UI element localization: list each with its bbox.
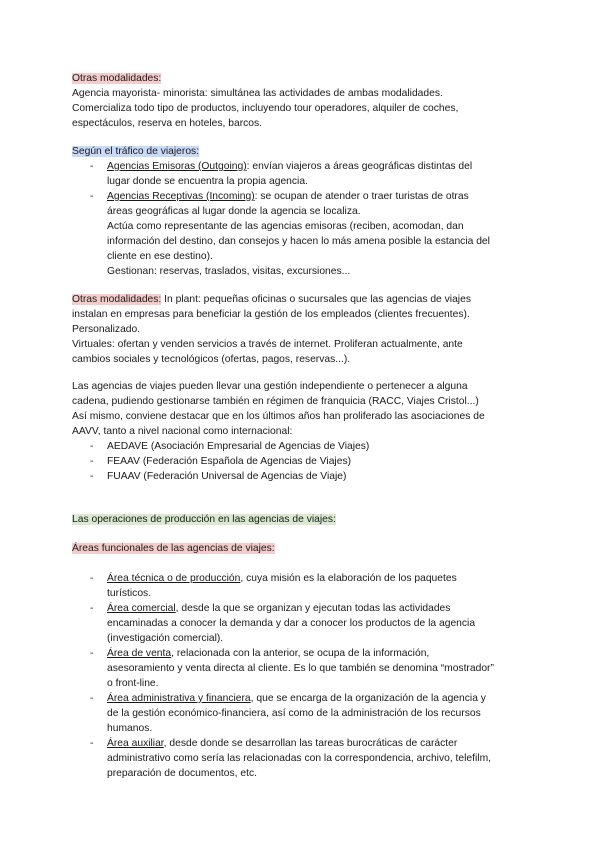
- heading-otras-modalidades: Otras modalidades:: [72, 294, 162, 305]
- bullet-dash: -: [90, 693, 94, 704]
- item-text: , desde la que se organizan y ejecutan todas las actividades: [175, 603, 451, 614]
- bullet-dash: -: [90, 603, 94, 614]
- item-text: FUAAV (Federación Universal de Agencias de Viaje): [107, 471, 347, 482]
- text-line: Personalizado.: [72, 324, 141, 335]
- text-line: Agencia mayorista- minorista: simultánea las actividades de ambas modalidades.: [72, 88, 443, 99]
- item-text: FEAAV (Federación Española de Agencias de Viajes): [107, 456, 352, 467]
- text-line: Gestionan: reservas, traslados, visitas, excursiones...: [107, 266, 351, 277]
- text-line: Las agencias de viajes pueden llevar una gestión independiente o pertenecer a alguna: [72, 381, 468, 392]
- bullet-dash: -: [90, 191, 94, 202]
- bullet-dash: -: [90, 456, 94, 467]
- text-line: AAVV, tanto a nivel nacional como internacional:: [72, 426, 293, 437]
- text-line: humanos.: [107, 723, 153, 734]
- list-areas-funcionales: [72, 571, 532, 781]
- list-item-emisoras: [72, 159, 532, 174]
- text-line: cadena, pudiendo gestionarse también en régimen de franquicia (RACC, Viajes Cristol...): [72, 396, 479, 407]
- item-text: AEDAVE (Asociación Empresarial de Agencias de Viajes): [107, 441, 370, 452]
- term-area-administrativa: Área administrativa y financiera: [107, 693, 251, 704]
- list-item-receptivas: [72, 189, 532, 204]
- text-line: encaminadas a conocer la demanda y dar a conocer los productos de la agencia: [107, 618, 476, 629]
- list-item-area-comercial: [72, 601, 532, 616]
- item-text: , relacionada con la anterior, se ocupa de la información,: [171, 648, 430, 659]
- item-text: , que se encarga de la organización de la agencia y: [250, 693, 486, 704]
- bullet-dash: -: [90, 648, 94, 659]
- heading-areas-funcionales: Áreas funcionales de las agencias de viajes:: [72, 543, 275, 554]
- item-text: , cuya misión es la elaboración de los paquetes: [240, 573, 457, 584]
- list-item-fuaav: [72, 469, 532, 484]
- text-line: Actúa como representante de las agencias emisoras (reciben, acomodan, dan: [107, 221, 464, 232]
- text-line: áreas geográficas al lugar donde la agencia se localiza.: [107, 206, 361, 217]
- item-text: : se ocupan de atender o traer turistas de otras: [254, 191, 469, 202]
- text-line: de la gestión económico-financiera, así como de la administración de los recursos: [107, 708, 481, 719]
- term-emisoras: Agencias Emisoras (Outgoing): [107, 161, 247, 172]
- text-line: (investigación comercial).: [107, 633, 224, 644]
- bullet-dash: -: [90, 573, 94, 584]
- list-item-area-administrativa: [72, 691, 532, 706]
- section-otras-modalidades-2: [72, 292, 532, 367]
- text-line: preparación de documentos, etc.: [107, 768, 257, 779]
- term-area-tecnica: Área técnica o de producción: [107, 573, 241, 584]
- text-line: cambios sociales y tecnológicos (ofertas, pagos, reservas...).: [72, 354, 351, 365]
- text-line: información del destino, dan consejos y hacen lo más amena posible la estancia del: [107, 236, 490, 247]
- section-gestion-asociaciones: [72, 379, 532, 484]
- bullet-dash: -: [90, 738, 94, 749]
- text-line: espectáculos, reserva en hoteles, barcos.: [72, 118, 263, 129]
- text-line: o front-line.: [107, 678, 159, 689]
- text-line: cliente en ese destino).: [107, 251, 213, 262]
- text-line: lugar donde se encuentra la propia agencia.: [107, 176, 308, 187]
- list-item-area-auxiliar: [72, 736, 532, 751]
- text-in-plant: In plant: pequeñas oficinas o sucursales que las agencias de viajes: [161, 294, 471, 305]
- item-text: : envían viajeros a áreas geográficas distintas del: [246, 161, 473, 172]
- heading-operaciones-produccion: Las operaciones de producción en las agencias de viajes:: [72, 514, 336, 525]
- section-operaciones-produccion: [72, 512, 532, 527]
- text-line: instalan en empresas para beneficiar la gestión de los empleados (clientes frecuentes).: [72, 309, 470, 320]
- text-line: asesoramiento y venta directa al cliente. Es lo que también se denomina “mostrador”: [107, 663, 494, 674]
- item-text: , desde donde se desarrollan las tareas burocráticas de carácter: [163, 738, 458, 749]
- term-receptivas: Agencias Receptivas (Incoming): [107, 191, 255, 202]
- section-otras-modalidades-1: [72, 71, 532, 131]
- list-item-feaav: [72, 454, 532, 469]
- heading-trafico-viajeros: Según el tráfico de viajeros:: [72, 146, 200, 157]
- list-item-aedave: [72, 439, 532, 454]
- text-line: Así mismo, conviene destacar que en los últimos años han proliferado las asociaciones de: [72, 411, 485, 422]
- term-area-venta: Área de venta: [107, 648, 172, 659]
- list-item-area-venta: [72, 646, 532, 661]
- bullet-dash: -: [90, 161, 94, 172]
- term-area-comercial: Área comercial: [107, 603, 176, 614]
- heading-otras-modalidades: Otras modalidades:: [72, 73, 162, 84]
- section-areas-funcionales: [72, 541, 532, 556]
- text-line: Virtuales: ofertan y venden servicios a través de internet. Proliferan actualmente, ante: [72, 339, 463, 350]
- list-item-area-tecnica: [72, 571, 532, 586]
- section-trafico-viajeros: [72, 144, 532, 279]
- text-line: turísticos.: [107, 588, 152, 599]
- bullet-dash: -: [90, 441, 94, 452]
- bullet-dash: -: [90, 471, 94, 482]
- text-line: Comercializa todo tipo de productos, incluyendo tour operadores, alquiler de coches,: [72, 103, 459, 114]
- term-area-auxiliar: Área auxiliar: [107, 738, 164, 749]
- text-line: administrativo como sería las relacionadas con la correspondencia, archivo, telefilm,: [107, 753, 492, 764]
